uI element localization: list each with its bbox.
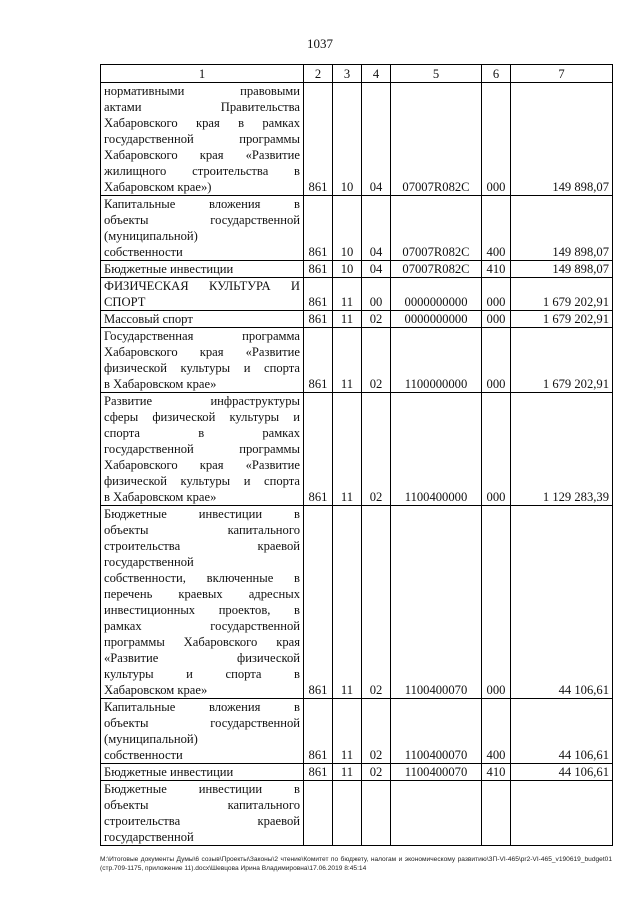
description-line: объекты капитального (104, 523, 300, 537)
ministry-code-cell: 861 (304, 393, 333, 506)
description-line: Бюджетные инвестиции (104, 262, 234, 276)
table-header-row (101, 65, 613, 83)
description-line: инвестиционных проектов, в (104, 603, 300, 617)
target-item-code-cell: 1100000000 (391, 328, 482, 393)
subsection-code-cell: 00 (362, 278, 391, 311)
description-line: нормативными правовыми (104, 84, 300, 98)
description-line: Государственная программа (104, 329, 300, 343)
subsection-code-cell: 02 (362, 311, 391, 328)
ministry-code-cell: 861 (304, 506, 333, 699)
target-item-code-cell: 07007R082C (391, 83, 482, 196)
description-line: государственной (104, 555, 194, 569)
subsection-code-cell: 04 (362, 196, 391, 261)
description-line: (муниципальной) (104, 229, 198, 243)
description-line: в Хабаровском крае» (104, 490, 217, 504)
description-line: «Развитие физической (104, 651, 300, 665)
description-line: объекты капитального (104, 798, 300, 812)
amount-cell (511, 781, 613, 846)
description-line: государственной (104, 830, 194, 844)
table-row (101, 699, 613, 764)
subsection-code-cell: 02 (362, 328, 391, 393)
table-row (101, 278, 613, 311)
subsection-code-cell: 02 (362, 393, 391, 506)
description-line: спорта в рамках (104, 426, 300, 440)
description-line: ФИЗИЧЕСКАЯ КУЛЬТУРА И (104, 279, 300, 293)
description-line: собственности, включенные в (104, 571, 300, 585)
section-code-cell: 11 (333, 278, 362, 311)
expense-type-code-cell: 410 (482, 261, 511, 278)
column-header: 5 (391, 65, 482, 83)
description-line: физической культуры и спорта (104, 474, 300, 488)
row-description (101, 261, 304, 278)
expense-type-code-cell: 000 (482, 83, 511, 196)
ministry-code-cell: 861 (304, 311, 333, 328)
ministry-code-cell: 861 (304, 328, 333, 393)
table-row (101, 311, 613, 328)
description-line: собственности (104, 748, 183, 762)
row-description (101, 196, 304, 261)
description-line: Хабаровского края «Развитие (104, 148, 300, 162)
description-line: физической культуры и спорта (104, 361, 300, 375)
expense-type-code-cell: 400 (482, 699, 511, 764)
expense-type-code-cell: 000 (482, 506, 511, 699)
amount-cell: 1 679 202,91 (511, 278, 613, 311)
description-line: объекты государственной (104, 213, 300, 227)
target-item-code-cell: 1100400070 (391, 699, 482, 764)
description-line: Бюджетные инвестиции в (104, 507, 300, 521)
section-code-cell: 11 (333, 328, 362, 393)
description-line: культуры и спорта в (104, 667, 300, 681)
amount-cell: 44 106,61 (511, 699, 613, 764)
section-code-cell: 11 (333, 506, 362, 699)
row-description (101, 328, 304, 393)
description-line: рамках государственной (104, 619, 300, 633)
description-line: актами Правительства (104, 100, 300, 114)
expense-type-code-cell: 400 (482, 196, 511, 261)
amount-cell: 1 679 202,91 (511, 328, 613, 393)
description-line: Массовый спорт (104, 312, 193, 326)
table-row (101, 261, 613, 278)
file-path-footer: M:\Итоговые документы Думы\6 созыв\Проекты\Законы\2 чтение\Комитет по бюджету, налогам и экономическому развитию\ЗП-VI-465\pr2-VI-465_v190619_budget01 (стр.709-1175, приложение 11).docx\Шевцова Ирина Владимировна\17.06.2019 8:45:14 (100, 856, 612, 872)
description-line: строительства краевой (104, 814, 300, 828)
description-line: Капитальные вложения в (104, 197, 300, 211)
row-description (101, 83, 304, 196)
table-body (101, 83, 613, 846)
description-line: перечень краевых адресных (104, 587, 300, 601)
amount-cell: 44 106,61 (511, 506, 613, 699)
ministry-code-cell: 861 (304, 699, 333, 764)
description-line: сферы физической культуры и (104, 410, 300, 424)
expense-type-code-cell: 000 (482, 328, 511, 393)
column-header: 4 (362, 65, 391, 83)
description-line: Бюджетные инвестиции в (104, 782, 300, 796)
row-description (101, 278, 304, 311)
description-line: Хабаровского края «Развитие (104, 458, 300, 472)
subsection-code-cell: 02 (362, 699, 391, 764)
amount-cell: 1 679 202,91 (511, 311, 613, 328)
target-item-code-cell: 07007R082C (391, 196, 482, 261)
column-header: 3 (333, 65, 362, 83)
table-row (101, 506, 613, 699)
ministry-code-cell (304, 781, 333, 846)
row-description (101, 311, 304, 328)
ministry-code-cell: 861 (304, 83, 333, 196)
column-header: 2 (304, 65, 333, 83)
expense-type-code-cell: 000 (482, 278, 511, 311)
description-line: программы Хабаровского края (104, 635, 300, 649)
ministry-code-cell: 861 (304, 278, 333, 311)
target-item-code-cell: 1100400070 (391, 506, 482, 699)
description-line: Хабаровского края «Развитие (104, 345, 300, 359)
target-item-code-cell: 1100400070 (391, 764, 482, 781)
description-line: Капитальные вложения в (104, 700, 300, 714)
table-row (101, 393, 613, 506)
amount-cell: 44 106,61 (511, 764, 613, 781)
subsection-code-cell: 02 (362, 506, 391, 699)
description-line: собственности (104, 245, 183, 259)
budget-table (100, 64, 613, 846)
description-line: Бюджетные инвестиции (104, 765, 234, 779)
expense-type-code-cell: 410 (482, 764, 511, 781)
description-line: (муниципальной) (104, 732, 198, 746)
target-item-code-cell (391, 781, 482, 846)
target-item-code-cell: 1100400000 (391, 393, 482, 506)
description-line: Хабаровском крае» (104, 683, 208, 697)
table-row (101, 781, 613, 846)
subsection-code-cell: 04 (362, 83, 391, 196)
row-description (101, 699, 304, 764)
subsection-code-cell (362, 781, 391, 846)
row-description (101, 393, 304, 506)
row-description (101, 781, 304, 846)
description-line: в Хабаровском крае» (104, 377, 217, 391)
section-code-cell: 10 (333, 196, 362, 261)
table-row (101, 764, 613, 781)
section-code-cell (333, 781, 362, 846)
table-row (101, 328, 613, 393)
subsection-code-cell: 02 (362, 764, 391, 781)
subsection-code-cell: 04 (362, 261, 391, 278)
expense-type-code-cell (482, 781, 511, 846)
ministry-code-cell: 861 (304, 764, 333, 781)
expense-type-code-cell: 000 (482, 311, 511, 328)
description-line: Развитие инфраструктуры (104, 394, 300, 408)
description-line: государственной программы (104, 442, 300, 456)
section-code-cell: 11 (333, 764, 362, 781)
column-header: 6 (482, 65, 511, 83)
description-line: Хабаровском крае») (104, 180, 212, 194)
description-line: объекты государственной (104, 716, 300, 730)
amount-cell: 1 129 283,39 (511, 393, 613, 506)
section-code-cell: 11 (333, 699, 362, 764)
description-line: строительства краевой (104, 539, 300, 553)
target-item-code-cell: 0000000000 (391, 311, 482, 328)
ministry-code-cell: 861 (304, 261, 333, 278)
column-header: 7 (511, 65, 613, 83)
table-row (101, 83, 613, 196)
section-code-cell: 10 (333, 83, 362, 196)
description-line: Хабаровского края в рамках (104, 116, 300, 130)
column-header: 1 (101, 65, 304, 83)
ministry-code-cell: 861 (304, 196, 333, 261)
expense-type-code-cell: 000 (482, 393, 511, 506)
page-number: 1037 (307, 36, 333, 51)
row-description (101, 506, 304, 699)
section-code-cell: 11 (333, 393, 362, 506)
amount-cell: 149 898,07 (511, 261, 613, 278)
section-code-cell: 11 (333, 311, 362, 328)
description-line: государственной программы (104, 132, 300, 146)
target-item-code-cell: 07007R082C (391, 261, 482, 278)
amount-cell: 149 898,07 (511, 83, 613, 196)
description-line: жилищного строительства в (104, 164, 300, 178)
table-row (101, 196, 613, 261)
target-item-code-cell: 0000000000 (391, 278, 482, 311)
amount-cell: 149 898,07 (511, 196, 613, 261)
row-description (101, 764, 304, 781)
section-code-cell: 10 (333, 261, 362, 278)
description-line: СПОРТ (104, 295, 146, 309)
